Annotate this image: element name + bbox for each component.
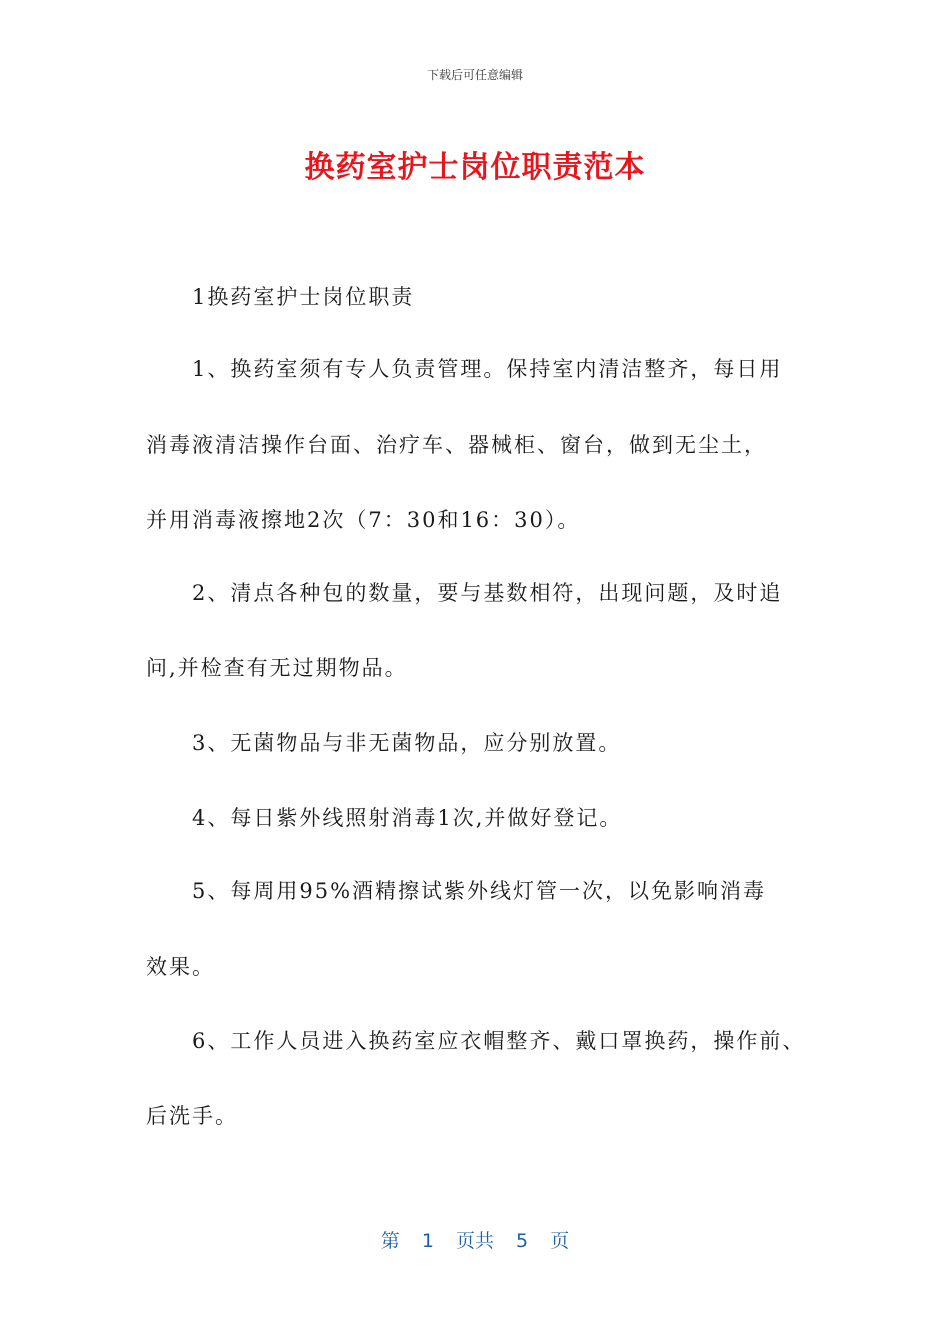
current-page-number: 1 bbox=[421, 1230, 434, 1252]
paragraph-line: 消毒液清洁操作台面、治疗车、器械柜、窗台，做到无尘土， bbox=[146, 433, 767, 457]
paragraph-line: 效果。 bbox=[146, 955, 215, 979]
page-label-mid: 页共 bbox=[455, 1230, 494, 1252]
paragraph-line: 1、换药室须有专人负责管理。保持室内清洁整齐，每日用 bbox=[192, 357, 783, 381]
paragraph-line: 6、工作人员进入换药室应衣帽整齐、戴口罩换药，操作前、 bbox=[192, 1029, 806, 1053]
header-note: 下载后可任意编辑 bbox=[426, 68, 523, 82]
page-label-prefix: 第 bbox=[380, 1230, 400, 1252]
page-indicator bbox=[0, 1226, 950, 1253]
paragraph-line: 4、每日紫外线照射消毒1次,并做好登记。 bbox=[192, 806, 623, 830]
paragraph-line: 并用消毒液擦地2次（7：30和16：30）。 bbox=[146, 508, 581, 532]
paragraph-line: 问,并检查有无过期物品。 bbox=[146, 656, 408, 680]
section-heading: 1换药室护士岗位职责 bbox=[192, 285, 415, 309]
page-label-suffix: 页 bbox=[550, 1230, 570, 1252]
paragraph-line: 5、每周用95%酒精擦试紫外线灯管一次，以免影响消毒 bbox=[192, 879, 767, 903]
paragraph-line: 后洗手。 bbox=[146, 1104, 238, 1128]
paragraph-line: 3、无菌物品与非无菌物品，应分别放置。 bbox=[192, 731, 622, 755]
total-pages-number: 5 bbox=[516, 1230, 529, 1252]
document-title: 换药室护士岗位职责范本 bbox=[304, 150, 646, 185]
paragraph-line: 2、清点各种包的数量，要与基数相符，出现问题，及时追 bbox=[192, 581, 783, 605]
